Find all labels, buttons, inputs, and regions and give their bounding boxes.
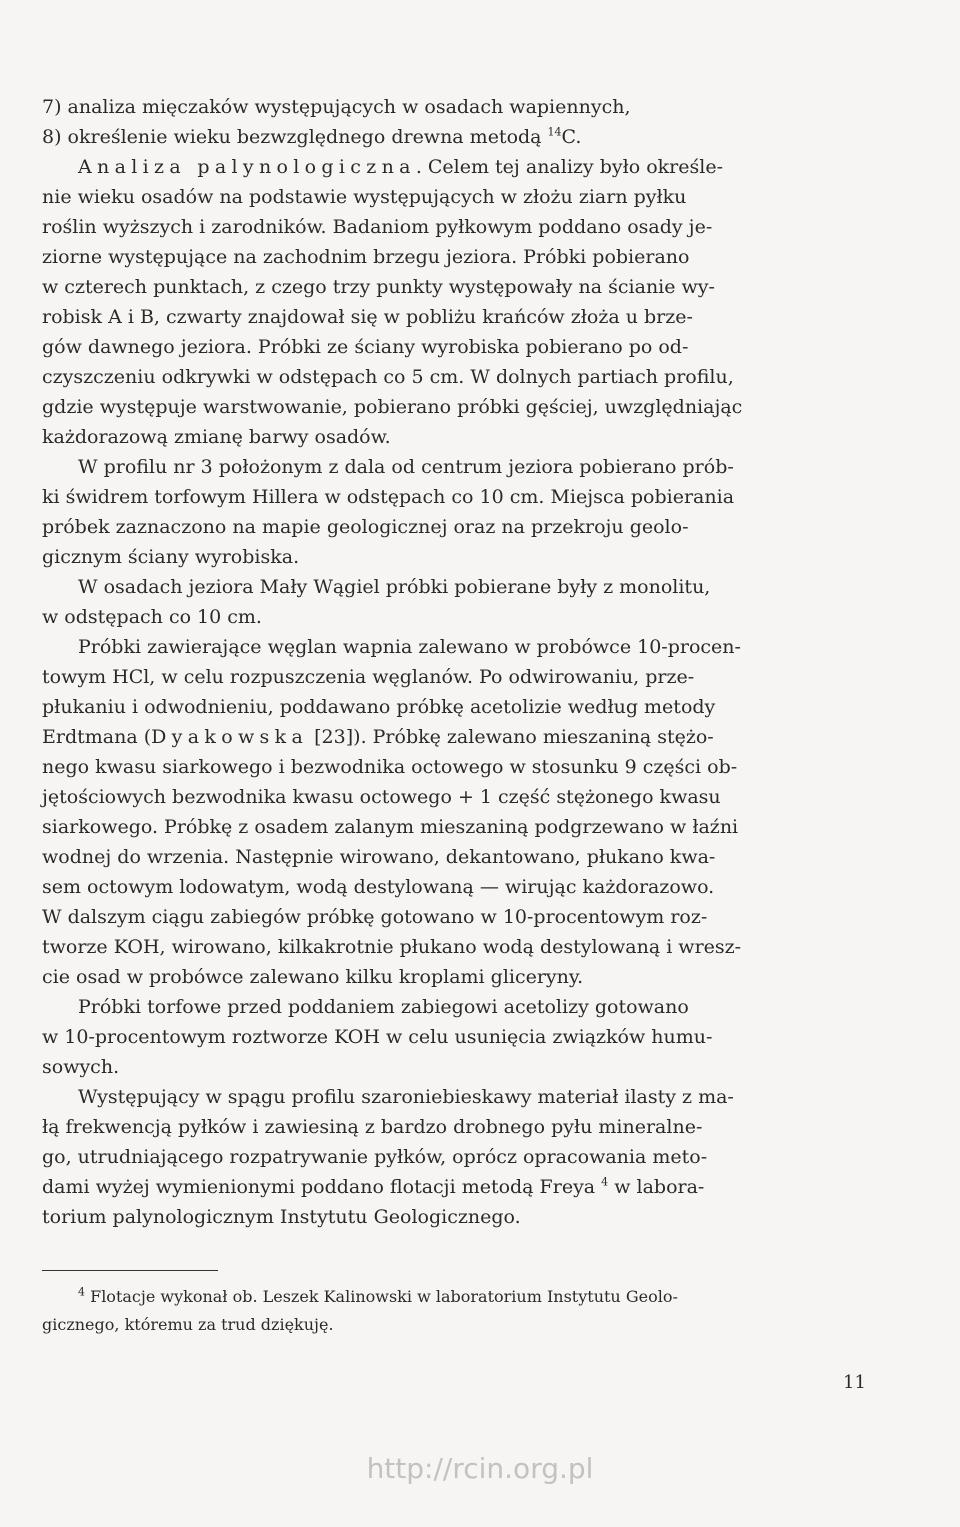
text-line: Analiza palynologiczna. Celem tej analizy było określe- <box>78 156 723 178</box>
document-body <box>42 92 866 1232</box>
text-line: dami wyżej wymienionymi poddano flotacji metodą Freya $^4$ w labora- <box>42 1175 705 1198</box>
text-line: ki świdrem torfowym Hillera w odstępach co 10 cm. Miejsca pobierania <box>42 486 735 508</box>
text-line: jętościowych bezwodnika kwasu octowego + 1 część stężonego kwasu <box>42 786 721 808</box>
text-line: 8) określenie wieku bezwzględnego drewna metodą $^{14}$C. <box>42 125 582 148</box>
text-line: w czterech punktach, z czego trzy punkty występowały na ścianie wy- <box>42 276 715 298</box>
footnote-marker: 4 <box>78 1285 85 1299</box>
text-line: gicznym ściany wyrobiska. <box>42 546 300 568</box>
spaced-term: Analiza palynologiczna <box>78 156 416 178</box>
spaced-author: Dyakowska <box>151 726 309 748</box>
text-line: robisk A i B, czwarty znajdował się w pobliżu krańców złoża u brze- <box>42 306 693 328</box>
text-line: próbek zaznaczono na mapie geologicznej oraz na przekroju geolo- <box>42 516 689 538</box>
watermark-url: http://rcin.org.pl <box>366 1452 594 1485</box>
text-line: w 10-procentowym roztworze KOH w celu usunięcia związków humu- <box>42 1026 713 1048</box>
text-line: 7) analiza mięczaków występujących w osadach wapiennych, <box>42 96 631 118</box>
text-line: torium palynologicznym Instytutu Geologicznego. <box>42 1206 521 1228</box>
footnote-line: gicznego, któremu za trud dziękuję. <box>42 1315 334 1334</box>
text-line: nie wieku osadów na podstawie występujących w złożu ziarn pyłku <box>42 186 687 208</box>
text-line: W profilu nr 3 położonym z dala od centrum jeziora pobierano prób- <box>78 456 734 478</box>
footnote-ref: 4 <box>601 1175 609 1189</box>
text-line: czyszczeniu odkrywki w odstępach co 5 cm. W dolnych partiach profilu, <box>42 366 734 388</box>
text-line: każdorazową zmianę barwy osadów. <box>42 426 391 448</box>
text-line: gów dawnego jeziora. Próbki ze ściany wyrobiska pobierano po od- <box>42 336 689 358</box>
text-line: łą frekwencją pyłków i zawiesiną z bardzo drobnego pyłu mineralne- <box>42 1116 703 1138</box>
text-line: go, utrudniającego rozpatrywanie pyłków, oprócz opracowania meto- <box>42 1146 708 1168</box>
text-line: sowych. <box>42 1056 120 1078</box>
text-line: W osadach jeziora Mały Wągiel próbki pobierane były z monolitu, <box>78 576 711 598</box>
text-line: towym HCl, w celu rozpuszczenia węglanów. Po odwirowaniu, prze- <box>42 666 695 688</box>
text-line: gdzie występuje warstwowanie, pobierano próbki gęściej, uwzględniając <box>42 396 743 418</box>
text-line: nego kwasu siarkowego i bezwodnika octowego w stosunku 9 części ob- <box>42 756 738 778</box>
superscript: 14 <box>547 125 562 139</box>
page-number: 11 <box>843 1372 866 1393</box>
footnote-divider <box>42 1270 218 1271</box>
text-line: Erdtmana (Dyakowska [23]). Próbkę zalewano mieszaniną stężo- <box>42 726 714 748</box>
text-line: cie osad w probówce zalewano kilku kroplami gliceryny. <box>42 966 584 988</box>
text-line: sem octowym lodowatym, wodą destylowaną — wirując każdorazowo. <box>42 876 715 898</box>
text-line: płukaniu i odwodnieniu, poddawano próbkę acetolizie według metody <box>42 696 716 718</box>
footnote-line: $^4$ Flotacje wykonał ob. Leszek Kalinowski w laboratorium Instytutu Geolo- <box>78 1285 678 1306</box>
footnote <box>42 1283 866 1339</box>
text-line: W dalszym ciągu zabiegów próbkę gotowano w 10-procentowym roz- <box>42 906 708 928</box>
text-line: w odstępach co 10 cm. <box>42 606 262 628</box>
text-line: Próbki torfowe przed poddaniem zabiegowi acetolizy gotowano <box>78 996 689 1018</box>
text-line: tworze KOH, wirowano, kilkakrotnie płukano wodą destylowaną i wresz- <box>42 936 742 958</box>
text-line: siarkowego. Próbkę z osadem zalanym mieszaniną podgrzewano w łaźni <box>42 816 739 838</box>
text-line: wodnej do wrzenia. Następnie wirowano, dekantowano, płukano kwa- <box>42 846 716 868</box>
text-line: Występujący w spągu profilu szaroniebieskawy materiał ilasty z ma- <box>78 1086 734 1108</box>
text-line: Próbki zawierające węglan wapnia zalewano w probówce 10-procen- <box>78 636 741 658</box>
text-line: roślin wyższych i zarodników. Badaniom pyłkowym poddano osady je- <box>42 216 713 238</box>
text-line: ziorne występujące na zachodnim brzegu jeziora. Próbki pobierano <box>42 246 690 268</box>
